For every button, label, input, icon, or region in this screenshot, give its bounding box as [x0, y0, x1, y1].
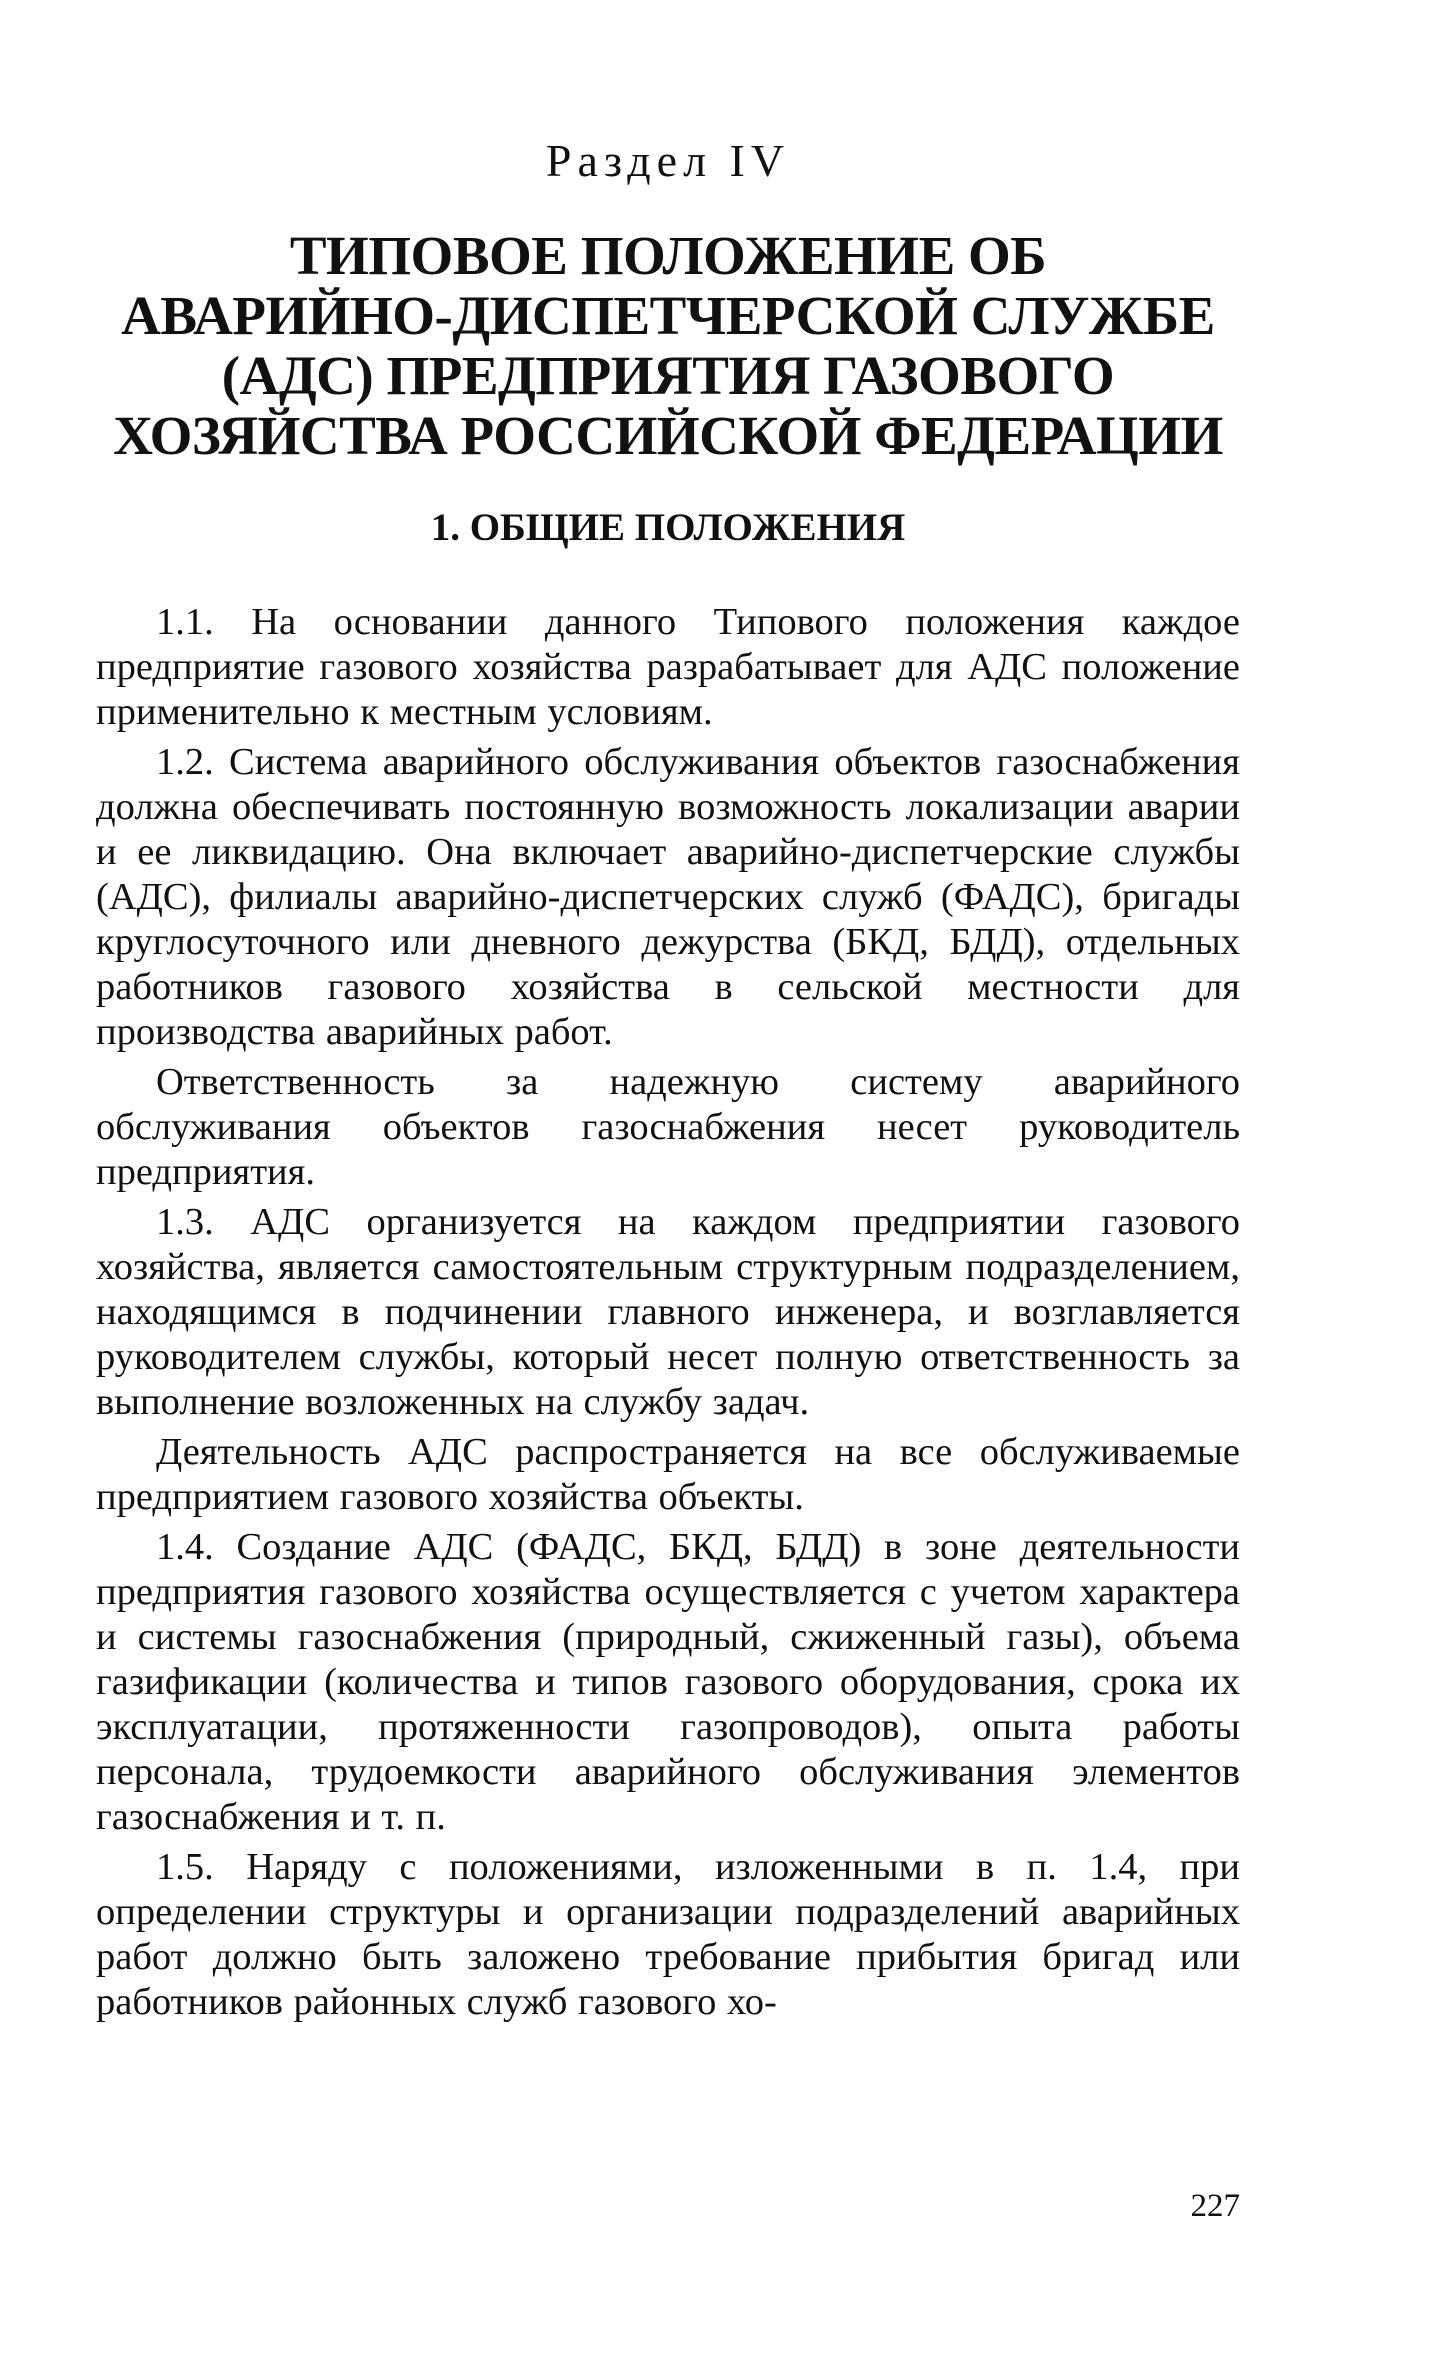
section-label: Раздел IV: [545, 135, 791, 186]
paragraph-1-2: 1.2. Система аварийного обслуживания объектов газоснабжения должна обеспечивать постоянную возможность локализации аварии и ее ликвидацию. Она включает аварийно-диспетчерские службы (АДС), филиалы аварийно-диспетчерских служб (ФАДС), бригады круглосуточного или дневного дежурства (БКД, БДД), отдельных работников газового хозяйства в сельской местности для производства аварийных работ.: [96, 741, 1240, 1053]
title-line: АВАРИЙНО-ДИСПЕТЧЕРСКОЙ СЛУЖБЕ: [121, 285, 1215, 346]
paragraph-1-3: 1.3. АДС организуется на каждом предприятии газового хозяйства, является самостоятельным структурным подразделением, находящимся в подчинении главного инженера, и возглавляется руководителем службы, который несет полную ответственность за выполнение возложенных на службу задач.: [96, 1201, 1240, 1423]
paragraph-1-4: 1.4. Создание АДС (ФАДС, БКД, БДД) в зоне деятельности предприятия газового хозяйства осуществляется с учетом характера и системы газоснабжения (природный, сжиженный газы), объема газификации (количества и типов газового оборудования, срока их эксплуатации, протяженности газопроводов), опыта работы персонала, трудоемкости аварийного обслуживания элементов газоснабжения и т. п.: [96, 1526, 1240, 1838]
paragraph-1-1: 1.1. На основании данного Типового положения каждое предприятие газового хозяйства разрабатывает для АДС положение применительно к местным условиям.: [96, 601, 1240, 733]
title-line: (АДС) ПРЕДПРИЯТИЯ ГАЗОВОГО: [221, 345, 1115, 406]
paragraph-1-5: 1.5. Наряду с положениями, изложенными в п. 1.4, при определении структуры и организации подразделений аварийных работ должно быть заложено требование прибытия бригад или работников районных служб газового хо-: [96, 1846, 1240, 2023]
title-line: ХОЗЯЙСТВА РОССИЙСКОЙ ФЕДЕРАЦИИ: [113, 405, 1223, 466]
section-heading: 1. ОБЩИЕ ПОЛОЖЕНИЯ: [430, 506, 906, 549]
paragraph-responsibility: Ответственность за надежную систему аварийного обслуживания объектов газоснабжения несет руководитель предприятия.: [96, 1061, 1240, 1193]
title-line: ТИПОВОЕ ПОЛОЖЕНИЕ ОБ: [289, 225, 1047, 286]
body-text: [96, 600, 1240, 2030]
paragraph-scope: Деятельность АДС распространяется на все обслуживаемые предприятием газового хозяйства объекты.: [96, 1431, 1240, 1518]
document-title: [96, 226, 1240, 466]
page-number: 227: [1190, 2188, 1240, 2224]
book-page: [96, 0, 1240, 2376]
